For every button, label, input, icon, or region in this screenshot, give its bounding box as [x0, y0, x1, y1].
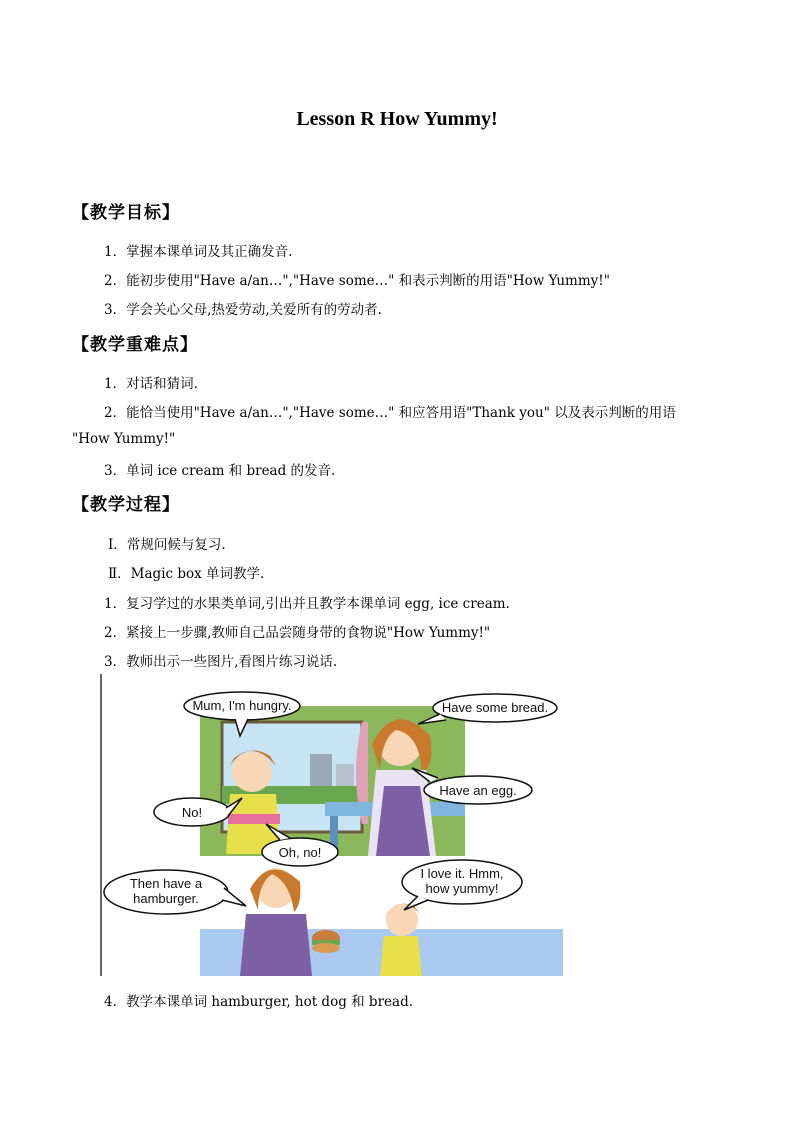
key-point-item-2: 2．能恰当使用"Have a/an…","Have some…" 和应答用语"Thank you" 以及表示判断的用语 [104, 405, 676, 421]
bubble-text: hamburger. [133, 891, 199, 906]
dialogue-illustration [100, 674, 563, 976]
heading-objectives: 【教学目标】 [72, 203, 180, 223]
heading-key-points: 【教学重难点】 [72, 335, 198, 355]
document-title: Lesson R How Yummy! [296, 108, 498, 130]
process-step-3: 3．教师出示一些图片,看图片练习说话. [104, 654, 338, 670]
process-item-2: Ⅱ．Magic box 单词教学. [108, 566, 265, 582]
process-step-4: 4．教学本课单词 hamburger, hot dog 和 bread. [104, 994, 413, 1010]
process-item-1: Ⅰ．常规问候与复习. [108, 537, 226, 553]
bubble-text: No! [181, 805, 203, 820]
bubble-text: how yummy! [425, 881, 499, 896]
bubble-text: Have an egg. [439, 783, 517, 798]
bubble-text: Then have a [129, 876, 203, 891]
bubble-text: Oh, no! [278, 845, 322, 860]
objective-item-3: 3．学会关心父母,热爱劳动,关爱所有的劳动者. [104, 302, 382, 318]
key-point-item-3: 3．单词 ice cream 和 bread 的发音. [104, 463, 336, 479]
process-step-1: 1．复习学过的水果类单词,引出并且教学本课单词 egg, ice cream. [104, 596, 510, 612]
key-point-item-1: 1．对话和猜词. [104, 376, 198, 392]
bubble-text: Have some bread. [441, 700, 549, 715]
objective-item-1: 1．掌握本课单词及其正确发音. [104, 244, 293, 260]
process-step-2: 2．紧接上一步骤,教师自己品尝随身带的食物说"How Yummy!" [104, 625, 491, 641]
bubble-text: I love it. Hmm, [420, 866, 504, 881]
objective-item-2: 2．能初步使用"Have a/an…","Have some…" 和表示判断的用语"How Yummy!" [104, 273, 610, 289]
heading-process: 【教学过程】 [72, 495, 180, 515]
bubble-text: Mum, I'm hungry. [192, 698, 292, 713]
key-point-item-2-cont: "How Yummy!" [72, 431, 176, 447]
